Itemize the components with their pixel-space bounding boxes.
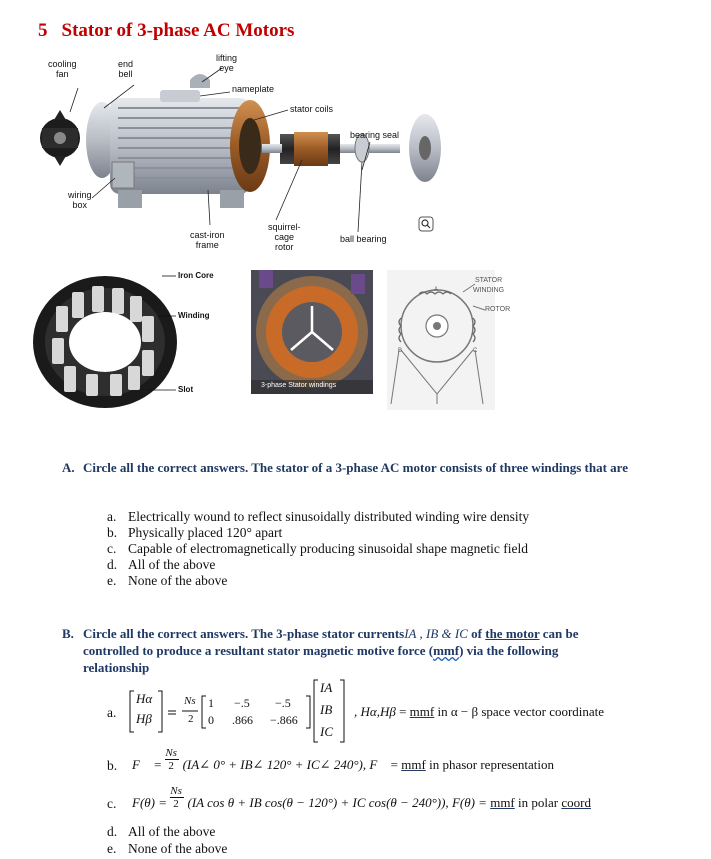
section-title-text: Stator of 3-phase AC Motors <box>61 20 295 41</box>
stator-core-image <box>30 266 240 416</box>
ns-over-2-c: $\frac{Ns}{2}$ <box>170 797 184 807</box>
search-image-icon[interactable] <box>418 216 434 232</box>
b-option-c-equation: F(θ) = $\frac{Ns}{2}$ (IA cos θ + IB cos(θ − 120°) + IC cos(θ − 240°)), F(θ) = mmf in polar coord <box>132 785 591 810</box>
wiring-box-label: wiring box <box>68 190 92 210</box>
b-option-b-equation: F⃗ = $\frac{Ns}{2}$ (IA∠ 0° + IB∠ 120° + IC∠ 240°), F⃗ = mmf in phasor representation <box>132 747 554 772</box>
option-b[interactable]: b. Physically placed 120° apart <box>107 525 283 540</box>
winding-label: Winding <box>178 311 210 320</box>
stator-currents: IA , IB & IC <box>404 626 468 641</box>
nameplate-label: nameplate <box>232 84 275 94</box>
iron-core-label: Iron Core <box>178 271 214 280</box>
option-a[interactable]: a. Electrically wound to reflect sinusoidally distributed winding wire density <box>107 509 530 524</box>
cast-iron-frame-label: cast-iron frame <box>190 230 225 250</box>
b-option-c-key[interactable]: c. <box>107 796 117 811</box>
b-option-a-description: , Hα,Hβ = mmf in α − β space vector coordinate <box>354 704 605 719</box>
exploded-motor-drawing <box>40 50 450 260</box>
section-title <box>38 20 294 42</box>
end-bell-label: end bell <box>118 59 134 79</box>
question-b: B. Circle all the correct answers. The 3-phase stator currentsIA , IB & IC of the motor can be controlled to produce a resultant stator magnetic motive force (mmf) via the following relationship <box>62 626 579 675</box>
option-d[interactable]: d. All of the above <box>107 557 216 572</box>
stator-winding-schematic <box>387 270 511 410</box>
cooling-fan-shape <box>40 110 80 166</box>
motor-illustration <box>40 50 450 260</box>
winding-a-label: A <box>434 287 439 293</box>
ball-bearing-label: ball bearing <box>340 234 387 244</box>
stator-core-drawing <box>30 266 240 416</box>
winding-b-label: B <box>398 348 403 354</box>
mmf-term: mmf <box>433 643 460 658</box>
winding-c-label: C <box>473 348 478 354</box>
stator-photo-caption: 3-phase Stator windings <box>261 382 337 389</box>
b-option-a-key[interactable]: a. <box>107 705 117 720</box>
b-option-d[interactable]: d. All of the above <box>107 824 216 839</box>
slot-label: Slot <box>178 385 194 394</box>
cast-iron-frame-shape <box>110 74 250 208</box>
option-c[interactable]: c. Capable of electromagnetically producing sinusoidal shape magnetic field <box>107 541 528 556</box>
question-a <box>62 459 662 476</box>
b-option-e[interactable]: e. None of the above <box>107 841 228 856</box>
section-number: 5 <box>38 20 48 41</box>
stator-windings-drawing <box>251 270 373 394</box>
stator-windings-photo <box>251 270 373 394</box>
question-a-options <box>107 509 529 589</box>
stator-winding-label: STATOR WINDING <box>473 277 505 294</box>
question-a-text: Circle all the correct answers. The stator of a 3-phase AC motor consists of three windings that are <box>83 460 628 475</box>
option-e[interactable]: e. None of the above <box>107 573 228 588</box>
bearing-seal-label: bearing seal <box>350 130 400 140</box>
question-b-label: B. <box>62 626 74 641</box>
stator-coils-label: stator coils <box>290 104 334 114</box>
rotor-label: ROTOR <box>485 306 511 313</box>
b-option-b-key[interactable]: b. <box>107 758 118 773</box>
ns-over-2: $\frac{Ns}{2}$ <box>165 759 179 769</box>
lifting-eye-shape <box>190 74 210 88</box>
question-a-label: A. <box>62 460 75 475</box>
b-option-a-equation: Hα Hβ Ns 2 1 −.5 −.5 0 .866 −.866 IA IB IC <box>128 678 348 744</box>
nameplate-shape <box>160 90 200 102</box>
cooling-fan-label: cooling fan <box>48 59 77 79</box>
lifting-eye-label: lifting eye <box>216 53 238 73</box>
wiring-box-shape <box>112 162 134 188</box>
squirrel-cage-rotor-label: squirrel- cage rotor <box>268 222 301 252</box>
